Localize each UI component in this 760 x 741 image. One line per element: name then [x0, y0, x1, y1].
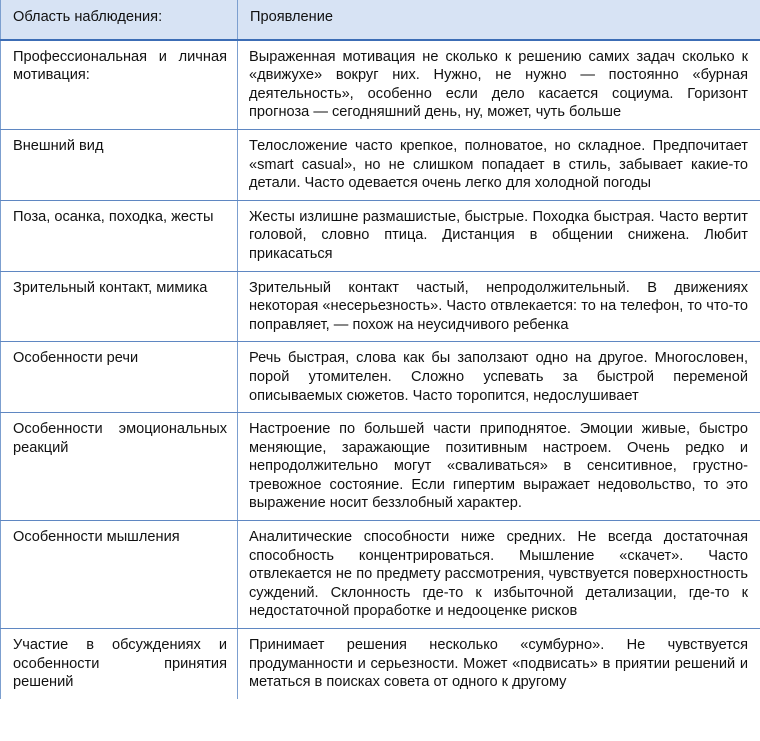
area-cell: Внешний вид	[1, 129, 238, 200]
table-row	[1, 129, 760, 200]
area-cell: Особенности мышления	[1, 521, 238, 629]
header-manifestation: Проявление	[238, 0, 760, 40]
table-row	[1, 521, 760, 629]
manifestation-cell: Жесты излишне размашистые, быстрые. Походка быстрая. Часто вертит головой, словно птица. Дистанция в общении снижена. Любит прикасаться	[238, 200, 760, 271]
manifestation-cell: Зрительный контакт частый, непродолжительный. В движениях некоторая «несерьезность». Часто отвлекается: то на телефон, то что-то поправляет, — похож на неусидчивого ребенка	[238, 271, 760, 342]
area-cell: Участие в обсуждениях и особенности принятия решений	[1, 629, 238, 699]
table-row	[1, 629, 760, 699]
area-cell: Особенности эмоциональных реакций	[1, 413, 238, 521]
area-cell: Особенности речи	[1, 342, 238, 413]
table-row	[1, 413, 760, 521]
table-row	[1, 271, 760, 342]
manifestation-cell: Настроение по большей части приподнятое. Эмоции живые, быстро меняющие, заражающие позитивным настроем. Очень редко и непродолжительно могут «сваливаться» в сенситивное, грустно-тревожное состояние. Если гипертим выражает недовольство, то это выражение носит беззлобный характер.	[238, 413, 760, 521]
area-cell: Поза, осанка, походка, жесты	[1, 200, 238, 271]
table-row	[1, 200, 760, 271]
manifestation-cell: Телосложение часто крепкое, полноватое, но складное. Предпочитает «smart casual», но не слишком попадает в стиль, забывает какие-то детали. Часто одевается очень легко для холодной погоды	[238, 129, 760, 200]
manifestation-cell: Речь быстрая, слова как бы заползают одно на другое. Многословен, порой утомителен. Сложно успевать за быстрой переменой описываемых сюжетов. Часто торопится, недослушивает	[238, 342, 760, 413]
area-cell: Зрительный контакт, мимика	[1, 271, 238, 342]
header-area: Область наблюдения:	[1, 0, 238, 40]
area-cell: Профессиональная и личная мотивация:	[1, 40, 238, 130]
table-row	[1, 342, 760, 413]
table-row	[1, 40, 760, 130]
header-row	[1, 0, 760, 40]
manifestation-cell: Принимает решения несколько «сумбурно». Не чувствуется продуманности и серьезности. Может «подвисать» в приятии решений и метаться в поисках совета от одного к другому	[238, 629, 760, 699]
manifestation-cell: Выраженная мотивация не сколько к решению самих задач сколько к «движухе» вокруг них. Нужно, не нужно — постоянно «бурная деятельность», особенно если дело касается социума. Горизонт прогноза — сегодняшний день, ну, может, чуть больше	[238, 40, 760, 130]
manifestation-cell: Аналитические способности ниже средних. Не всегда достаточная способность концентрироваться. Мышление «скачет». Часто отвлекается не по предмету рассмотрения, чувствуется поверхностность суждений. Склонность где-то к избыточной детализации, где-то к недостаточной проработке и недооценке рисков	[238, 521, 760, 629]
